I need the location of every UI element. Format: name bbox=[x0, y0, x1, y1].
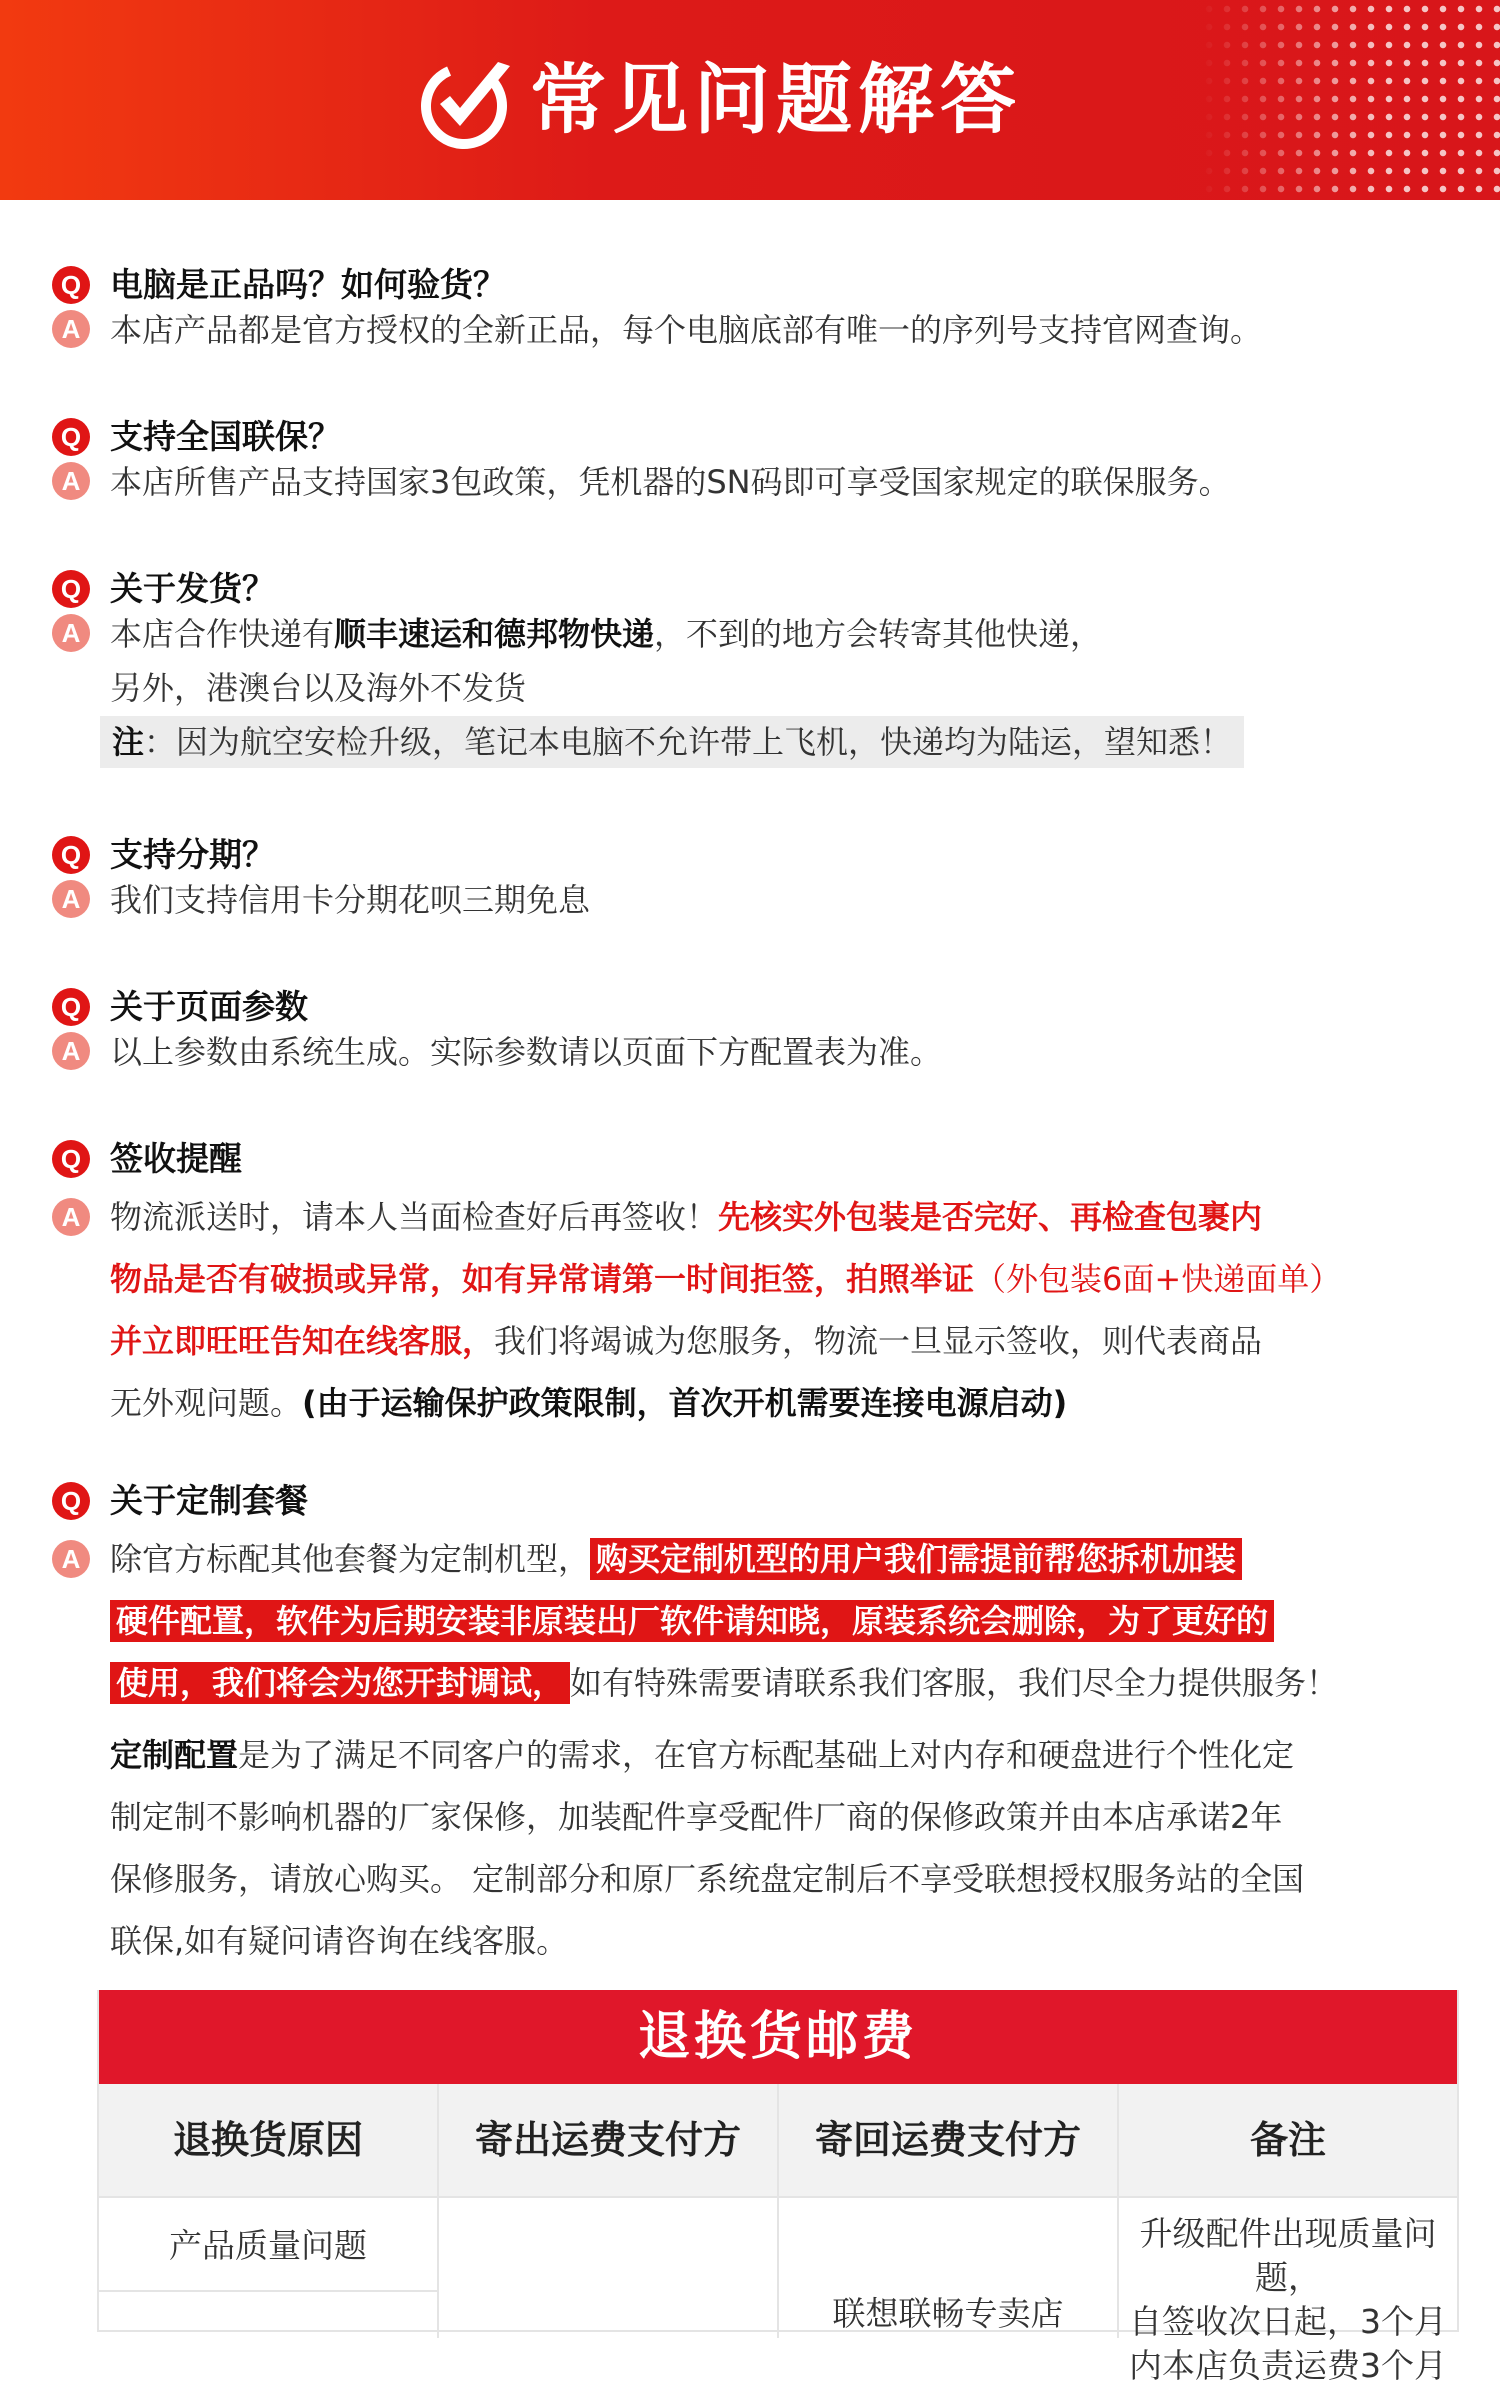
page-title: 常见问题解答 bbox=[530, 55, 1022, 144]
question-text: 关于页面参数 bbox=[110, 987, 308, 1026]
answer-text: 本店产品都是官方授权的全新正品，每个电脑底部有唯一的序列号支持官网查询。 bbox=[110, 311, 1263, 349]
answer-part: 本店合作快递有 bbox=[110, 615, 335, 653]
table-cell-reason bbox=[99, 2198, 439, 2338]
answer-part: 我们将竭诚为您服务，物流一旦显示签收，则代表商品 bbox=[494, 1322, 1263, 1360]
reason-text: 产品质量问题 bbox=[169, 2226, 367, 2265]
row-divider bbox=[99, 2290, 437, 2292]
column-header-return-payer: 寄回运费支付方 bbox=[779, 2084, 1119, 2196]
dot-pattern-decoration bbox=[1200, 0, 1500, 200]
answer-icon: A bbox=[52, 1198, 90, 1236]
question-text: 支持全国联保？ bbox=[110, 417, 341, 456]
answer-part: 除官方标配其他套餐为定制机型， bbox=[110, 1540, 591, 1578]
question-icon: Q bbox=[52, 1140, 90, 1178]
warning-text: 物品是否有破损或异常，如有异常请第一时间拒签，拍照举证 bbox=[110, 1260, 975, 1298]
shipping-note bbox=[100, 716, 1244, 768]
question-icon: Q bbox=[52, 1482, 90, 1520]
answer-text: 我们支持信用卡分期花呗三期免息 bbox=[110, 881, 591, 919]
faq-item bbox=[52, 566, 1472, 768]
return-shipping-table bbox=[97, 1990, 1459, 2385]
answer-part: 如有特殊需要请联系我们客服，我们尽全力提供服务！ bbox=[570, 1664, 1339, 1702]
answer-icon: A bbox=[52, 614, 90, 652]
column-header-send-payer: 寄出运费支付方 bbox=[439, 2084, 779, 2196]
courier-names: 顺丰速运和德邦物快递 bbox=[334, 615, 655, 653]
question-text: 关于定制套餐 bbox=[110, 1481, 308, 1520]
answer-text bbox=[110, 1528, 1472, 1714]
faq-item-sign bbox=[52, 1136, 1472, 1434]
paragraph-line: 联保,如有疑问请咨询在线客服。 bbox=[110, 1922, 569, 1960]
table-title: 退换货邮费 bbox=[99, 1990, 1457, 2084]
question-text: 电脑是正品吗？如何验货？ bbox=[110, 265, 506, 304]
table-row bbox=[99, 2198, 1457, 2385]
checkmark-icon bbox=[418, 52, 518, 152]
answer-icon: A bbox=[52, 1032, 90, 1070]
table-cell-send-payer bbox=[439, 2198, 779, 2338]
table-cell-return-payer: 联想联畅专卖店 bbox=[779, 2198, 1119, 2338]
column-header-note: 备注 bbox=[1249, 2118, 1326, 2162]
question-text: 关于发货？ bbox=[110, 569, 275, 608]
answer-line: 另外，港澳台以及海外不发货 bbox=[110, 669, 527, 707]
answer-text bbox=[110, 1186, 1472, 1434]
page-header bbox=[0, 0, 1500, 200]
answer-part: 物流派送时，请本人当面检查好后再签收！ bbox=[110, 1198, 719, 1236]
table-cell-note bbox=[1119, 2198, 1457, 2385]
question-icon: Q bbox=[52, 836, 90, 874]
custom-config-label: 定制配置 bbox=[110, 1736, 239, 1774]
warning-text: 先核实外包装是否完好、再检查包裹内 bbox=[718, 1198, 1263, 1236]
warning-text: 并立即旺旺告知在线客服， bbox=[110, 1322, 495, 1360]
answer-icon: A bbox=[52, 310, 90, 348]
note-line: 内本店负责运费3个月 bbox=[1129, 2346, 1447, 2385]
answer-text: 以上参数由系统生成。实际参数请以页面下方配置表为准。 bbox=[110, 1033, 943, 1071]
question-icon: Q bbox=[52, 988, 90, 1026]
answer-text bbox=[110, 612, 1472, 656]
faq-item bbox=[52, 832, 1472, 922]
power-note: (由于运输保护政策限制，首次开机需要连接电源启动) bbox=[302, 1384, 1068, 1422]
note-label: 注 bbox=[112, 723, 145, 761]
paragraph-line: 制定制不影响机器的厂家保修，加装配件享受配件厂商的保修政策并由本店承诺2年 bbox=[110, 1798, 1283, 1836]
answer-icon: A bbox=[52, 462, 90, 500]
faq-item bbox=[52, 414, 1472, 504]
highlight-text: 购买定制机型的用户我们需提前帮您拆机加装 bbox=[590, 1538, 1242, 1580]
question-icon: Q bbox=[52, 418, 90, 456]
answer-icon: A bbox=[52, 1540, 90, 1578]
faq-item bbox=[52, 984, 1472, 1074]
faq-item-custom bbox=[52, 1478, 1472, 1714]
answer-part: 无外观问题。 bbox=[110, 1384, 303, 1422]
paragraph-line: 保修服务，请放心购买。 定制部分和原厂系统盘定制后不享受联想授权服务站的全国 bbox=[110, 1860, 1305, 1898]
table-header-row bbox=[99, 2084, 1457, 2198]
warning-note: （外包装6面+快递面单） bbox=[974, 1260, 1342, 1298]
custom-config-paragraph bbox=[110, 1724, 1450, 1972]
note-line: 自签收次日起，3个月 bbox=[1129, 2302, 1447, 2341]
answer-text: 本店所售产品支持国家3包政策，凭机器的SN码即可享受国家规定的联保服务。 bbox=[110, 463, 1231, 501]
question-text: 支持分期？ bbox=[110, 835, 275, 874]
faq-item bbox=[52, 262, 1472, 352]
answer-icon: A bbox=[52, 880, 90, 918]
question-text: 签收提醒 bbox=[110, 1139, 242, 1178]
column-header-reason: 退换货原因 bbox=[99, 2084, 439, 2196]
question-icon: Q bbox=[52, 266, 90, 304]
highlight-text: 硬件配置，软件为后期安装非原装出厂软件请知晓，原装系统会删除，为了更好的 bbox=[110, 1600, 1274, 1642]
highlight-text: 使用，我们将会为您开封调试， bbox=[110, 1662, 570, 1704]
answer-part: ，不到的地方会转寄其他快递， bbox=[654, 615, 1103, 653]
note-text: ：因为航空安检升级，笔记本电脑不允许带上飞机，快递均为陆运，望知悉！ bbox=[144, 723, 1233, 761]
note-line: 升级配件出现质量问题， bbox=[1139, 2214, 1437, 2297]
paragraph-line: 是为了满足不同客户的需求，在官方标配基础上对内存和硬盘进行个性化定 bbox=[238, 1736, 1295, 1774]
question-icon: Q bbox=[52, 570, 90, 608]
